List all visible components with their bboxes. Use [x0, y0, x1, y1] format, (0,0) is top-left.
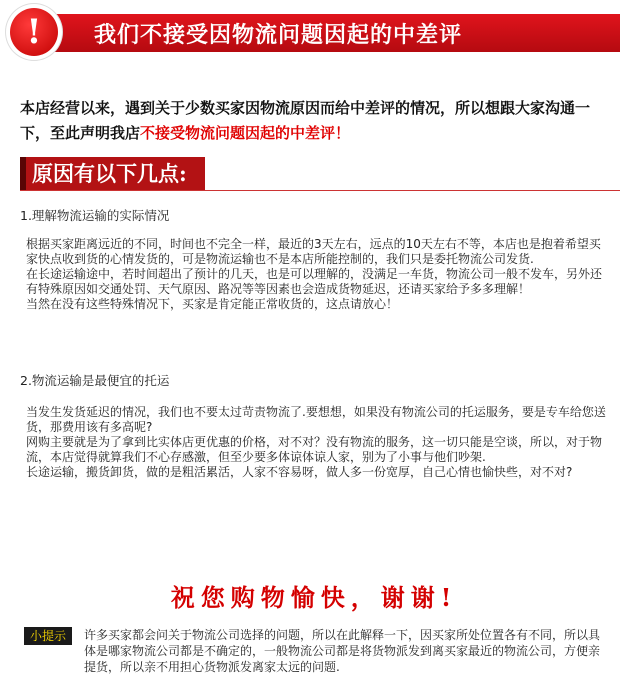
section-2-title: 2.物流运输是最便宜的托运	[20, 373, 170, 388]
section-2-body	[26, 405, 610, 480]
intro-highlight: 不接受物流问题因起的中差评！	[140, 124, 351, 142]
section-1-body	[26, 237, 610, 312]
intro-text: 本店经营以来，遇到关于少数买家因物流原因而给中差评的情况，所以想跟大家沟通一下，至此声明我店	[20, 99, 591, 142]
thank-you-message: 祝您购物愉快，谢谢!	[170, 583, 458, 612]
header-banner	[6, 4, 622, 60]
intro-paragraph	[20, 96, 616, 146]
section-1-paragraph: 在长途运输途中，若时间超出了预计的几天，也是可以理解的，没满足一车货，物流公司一般不发车，另外还有特殊原因如交通处罚、天气原因、路况等等因素也会造成货物延迟，还请买家给予多多理解！	[26, 267, 603, 296]
banner-title: 我们不接受因物流问题因起的中差评	[94, 22, 463, 48]
section-2-paragraph: 网购主要就是为了拿到比实体店更优惠的价格，对不对？没有物流的服务，这一切只能是空谈，所以，对于物流，本店觉得就算我们不心存感激，但至少要多体谅体谅人家，别为了小事与他们吵架.	[26, 435, 603, 464]
reasons-heading-text: 原因有以下几点:	[32, 161, 187, 186]
warning-icon	[6, 4, 62, 60]
heading-divider	[20, 190, 620, 191]
section-2-paragraph: 当发生发货延迟的情况，我们也不要太过苛责物流了.要想想，如果没有物流公司的托运服务，要是专车给您送货，那费用该有多高呢?	[26, 405, 606, 434]
exclamation-mark: !	[10, 8, 58, 56]
reasons-heading	[20, 157, 205, 190]
section-2-paragraph: 长途运输，搬货卸货，做的是粗活累活，人家不容易呀，做人多一份宽厚，自己心情也愉快些，对不对?	[26, 465, 573, 479]
section-1-paragraph: 当然在没有这些特殊情况下，买家是肯定能正常收货的，这点请放心！	[26, 297, 399, 311]
section-1-paragraph: 根据买家距离远近的不同，时间也不完全一样，最近的3天左右，远点的10天左右不等，本店也是抱着希望买家快点收到货的心情发货的，可是物流运输也不是本店所能控制的，我们只是委托物流公司发货.	[26, 237, 601, 266]
tip-text: 许多买家都会问关于物流公司选择的问题，所以在此解释一下，因买家所处位置各有不同，所以具体是哪家物流公司都是不确定的，一般物流公司都是将货物派发到离买家最近的物流公司，方便亲提货，所以亲不用担心货物派发离家太远的问题.	[84, 628, 601, 674]
section-1-title: 1.理解物流运输的实际情况	[20, 208, 170, 223]
tip-label: 小提示	[24, 627, 72, 645]
